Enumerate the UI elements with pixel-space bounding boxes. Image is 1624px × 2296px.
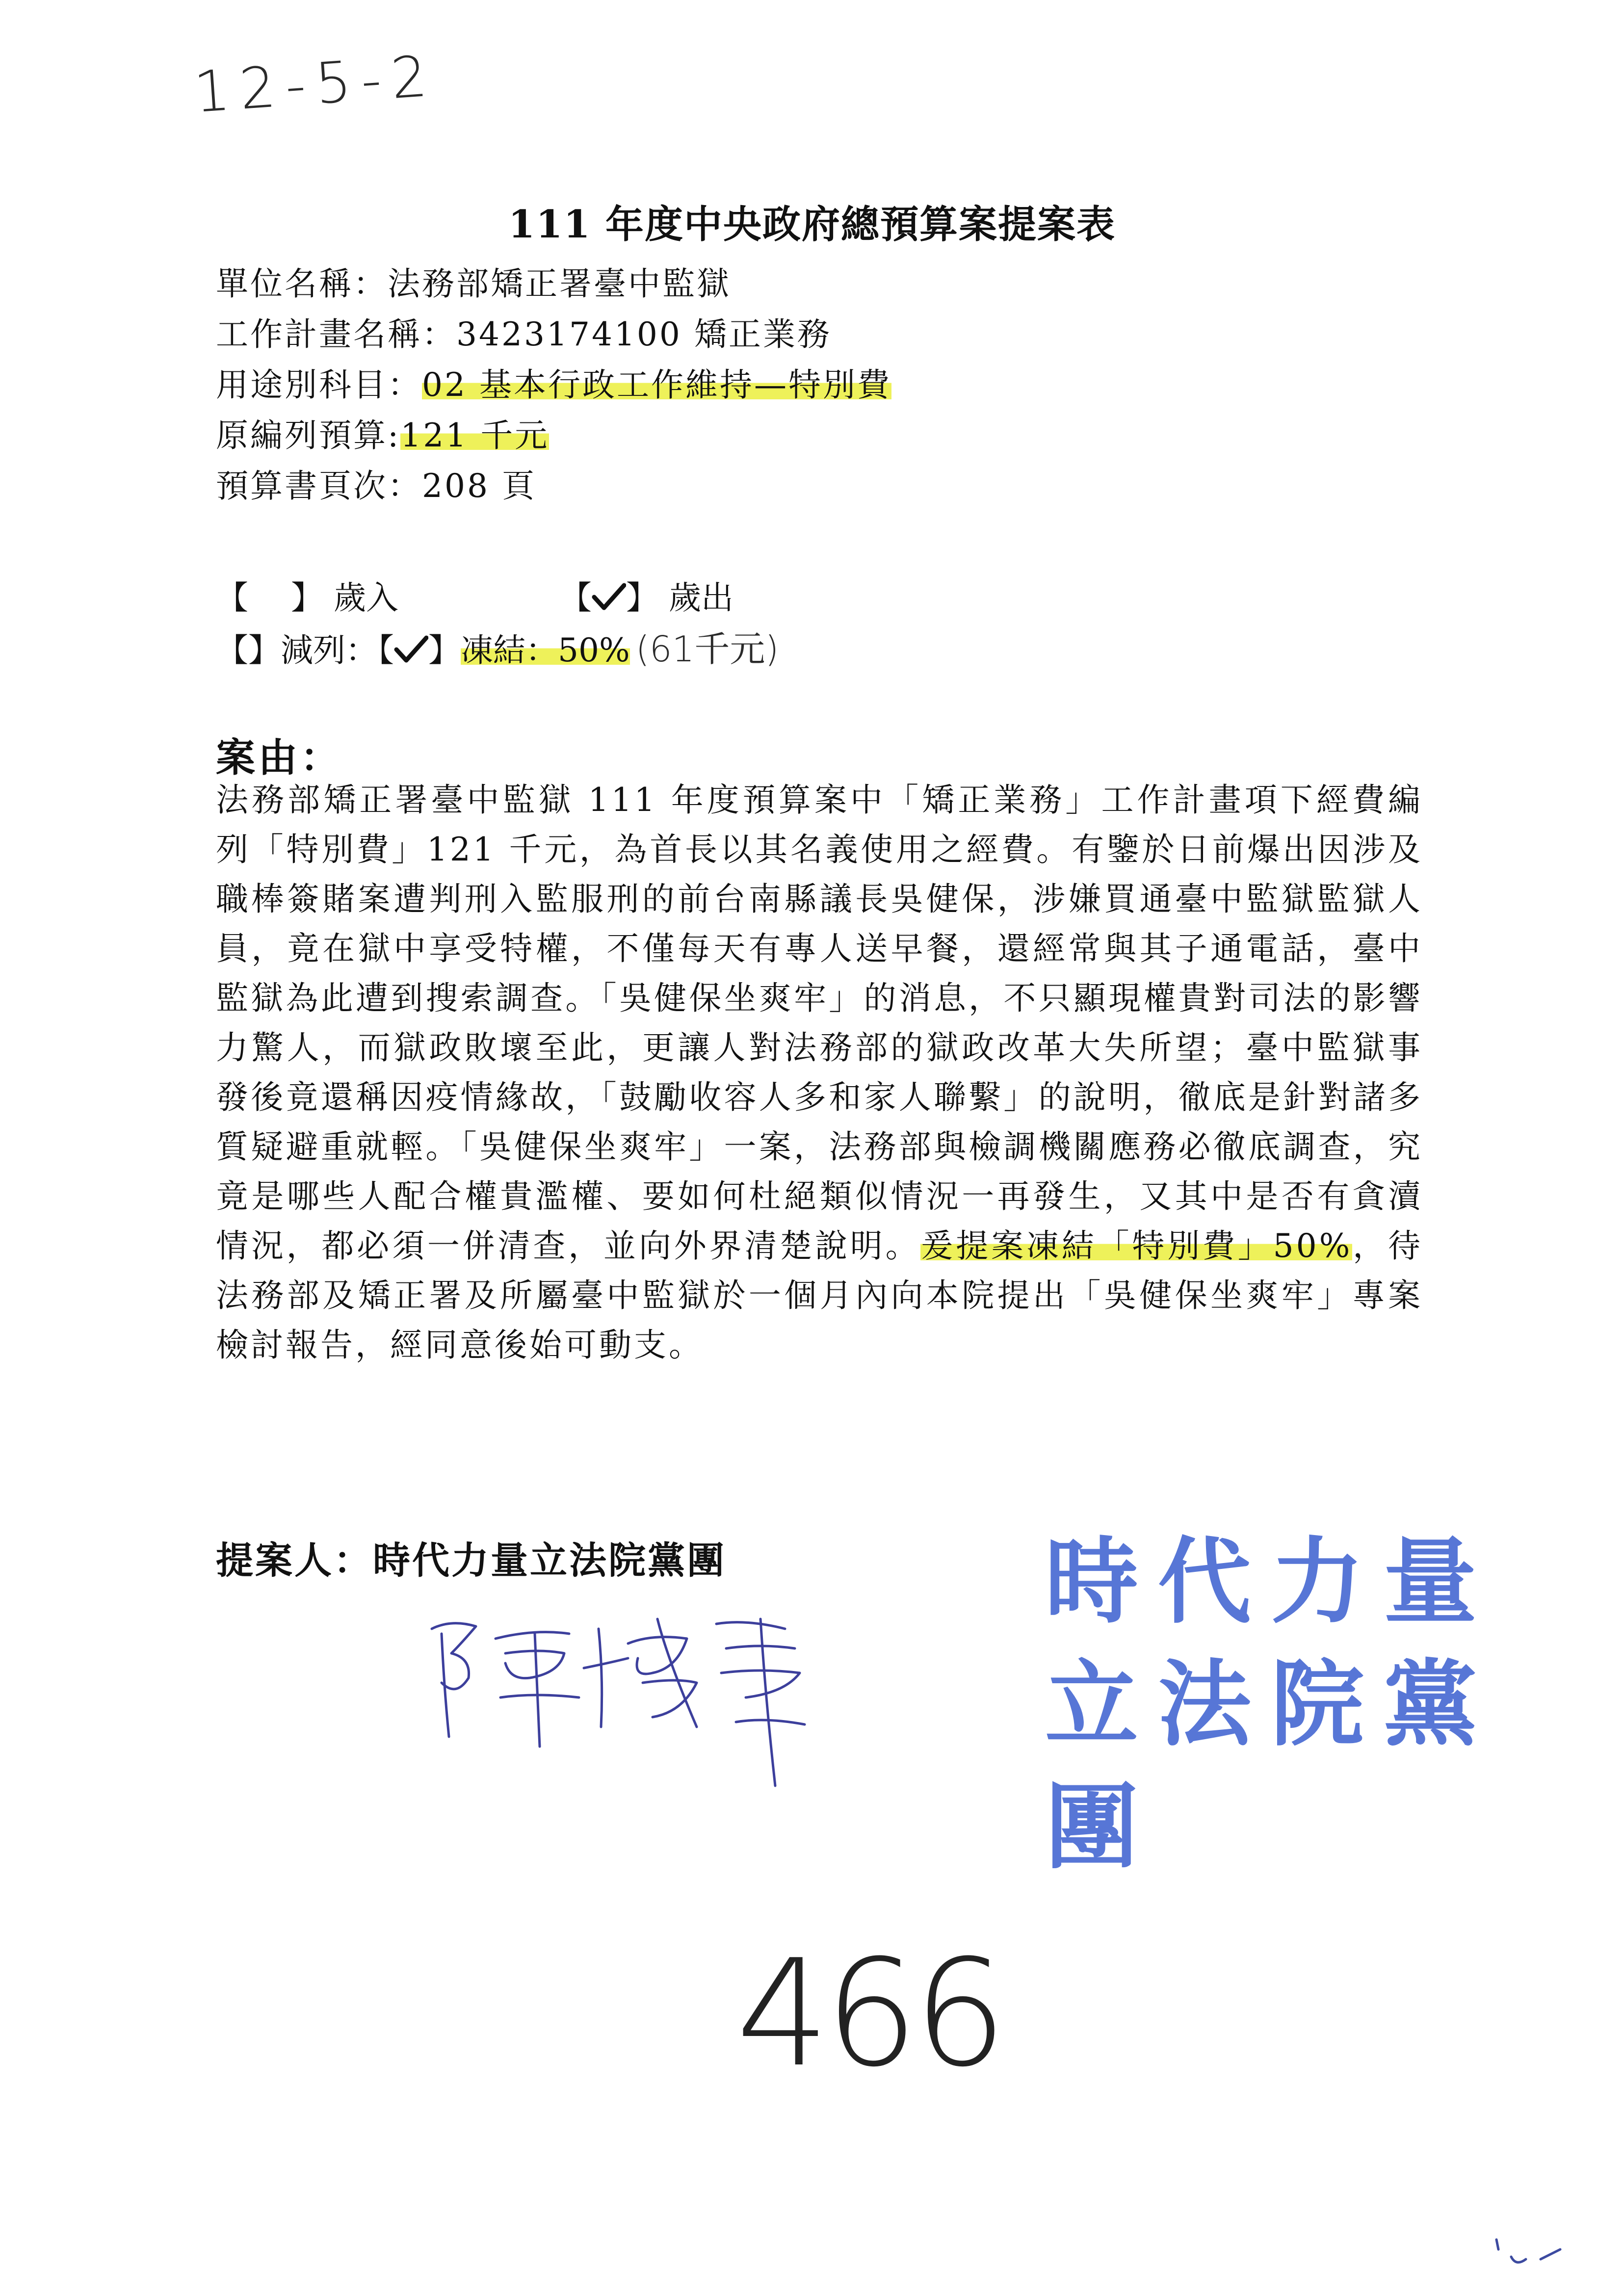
freeze-checkbox[interactable]: 【 】 [378, 631, 461, 669]
freeze-label: 凍結：50% [461, 631, 630, 669]
income-expense-row [216, 572, 398, 618]
checkmark-icon [592, 582, 626, 612]
document-title: 111 年度中央政府總預算案提案表 [508, 202, 1116, 247]
handwritten-top-mark: 12-5-2 [191, 43, 439, 126]
income-label: 歲入 [333, 579, 398, 617]
expense-label: 歲出 [668, 579, 733, 617]
unit-value: 法務部矯正署臺中監獄 [388, 265, 731, 303]
budget-value: 121 千元 [400, 417, 550, 454]
income-checkbox[interactable]: 【 】 [216, 579, 323, 617]
freeze-handwritten-note: (61千元) [635, 628, 779, 670]
purpose-field [216, 359, 891, 405]
reason-text: 法務部矯正署臺中監獄 111 年度預算案中「矯正業務」工作計畫項下經費編列「特別費」121 千元，為首長以其名義使用之經費。有鑒於日前爆出因涉及職棒簽賭案遭判刑入監服刑的前台南縣議長吳健保，涉嫌買通臺中監獄監獄人員，竟在獄中享受特權，不僅每天有專人送早餐，還經常與其子通電話，臺中監獄為此遭到搜索調查。「吳健保坐爽牢」的消息，不只顯現權貴對司法的影響力驚人，而獄政敗壞至此，更讓人對法務部的獄政改革大失所望；臺中監獄事發後竟還稱因疫情緣故，「鼓勵收容人多和家人聯繫」的說明，徹底是針對諸多質疑避重就輕。「吳健保坐爽牢」一案，法務部與檢調機關應務必徹底調查，究竟是哪些人配合權貴濫權、要如何杜絕類似情況一再發生，又其中是否有貪瀆情況，都必須一併清查，並向外界清楚說明。 [216, 781, 1423, 1265]
handwritten-signature [422, 1599, 864, 1796]
stamp-line-2: 立法院黨團 [1045, 1650, 1497, 1881]
stamp-line-1: 時代力量 [1045, 1528, 1497, 1636]
page-label: 預算書頁次： [216, 467, 422, 505]
budget-label: 原編列預算: [216, 417, 401, 454]
cut-label: 減列： [281, 631, 378, 669]
unit-label: 單位名稱： [216, 265, 388, 303]
budget-field [216, 409, 549, 456]
reason-body [216, 775, 1423, 1370]
cut-freeze-row [216, 621, 779, 672]
plan-field [216, 308, 832, 355]
proposer-line [216, 1531, 726, 1584]
checkmark-icon [394, 635, 428, 664]
plan-label: 工作計畫名稱： [216, 315, 456, 353]
proposer-name: 時代力量立法院黨團 [373, 1539, 726, 1582]
expense-checkbox[interactable]: 【 】 [559, 579, 658, 617]
plan-value: 3423174100 矯正業務 [456, 315, 832, 353]
purpose-value: 02 基本行政工作維持—特別費 [422, 366, 891, 404]
proposer-label: 提案人： [216, 1539, 373, 1582]
page-value: 208 頁 [422, 467, 536, 505]
expense-option [559, 572, 733, 618]
cut-checkbox[interactable]: 【】 [216, 631, 281, 669]
reason-text-end: ，待法務部及矯正署及所屬臺中監獄於一個月內向本院提出「吳健保坐爽牢」專案檢討報告，經同意後始可動支。 [216, 1227, 1423, 1364]
purpose-label: 用途別科目： [216, 366, 422, 404]
handwritten-mark [1487, 2230, 1585, 2279]
party-caucus-stamp [1045, 1521, 1501, 1889]
reason-highlight: 爰提案凍結「特別費」50% [920, 1227, 1353, 1265]
page-field [216, 460, 536, 506]
unit-field [216, 258, 731, 304]
reason-heading: 案由： [216, 735, 342, 781]
handwritten-page-number: 466 [736, 1928, 1002, 2099]
